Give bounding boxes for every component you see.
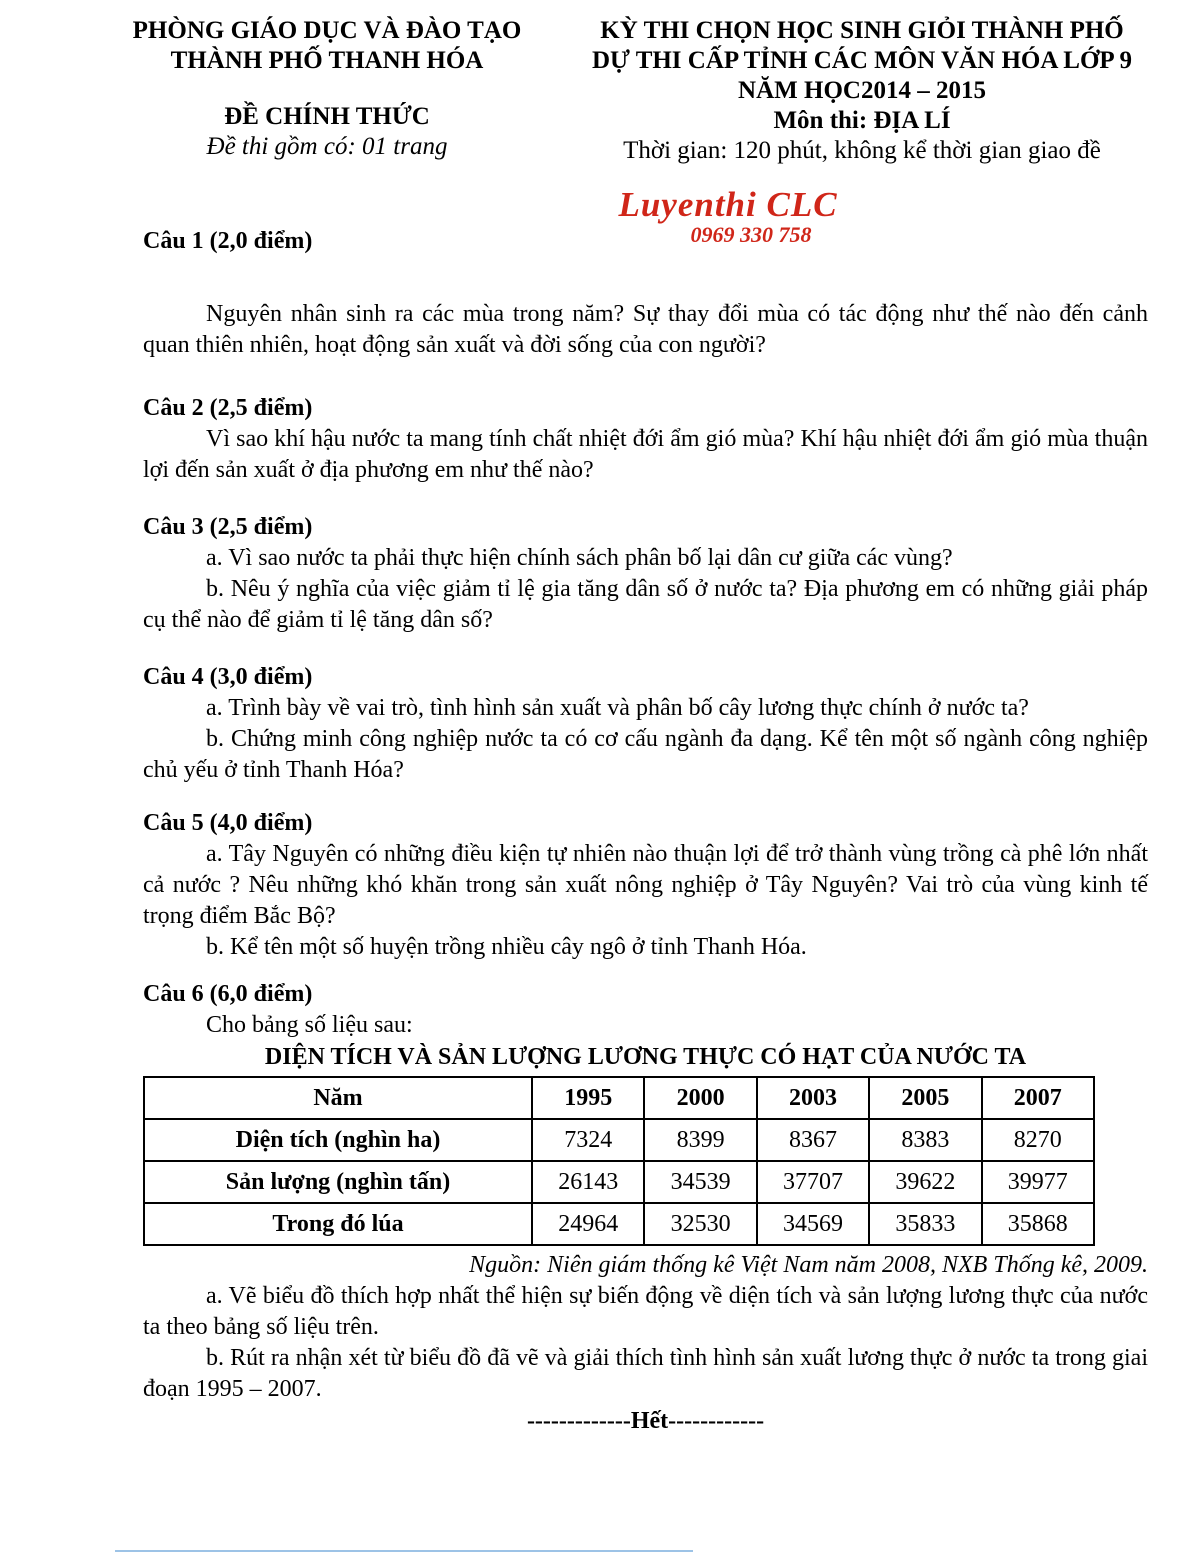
luyenthi-clc-logo (588, 186, 868, 246)
time-limit-line: Thời gian: 120 phút, không kể thời gian giao đề (623, 137, 1101, 164)
question-2-paragraph: Vì sao khí hậu nước ta mang tính chất nhiệt đới ẩm gió mùa? Khí hậu nhiệt đới ẩm gió mùa thuận lợi đến sản xuất ở địa phương em như thế nào? (143, 426, 1148, 483)
exam-title-line-2: DỰ THI CẤP TỈNH CÁC MÔN VĂN HÓA LỚP 9 (591, 47, 1133, 74)
question-4-paragraph-a: a. Trình bày về vai trò, tình hình sản xuất và phân bố cây lương thực chính ở nước ta? (206, 695, 1029, 721)
question-4-paragraph-b: b. Chứng minh công nghiệp nước ta có cơ cấu ngành đa dạng. Kể tên một số ngành công nghiệp chủ yếu ở tỉnh Thanh Hóa? (143, 726, 1148, 783)
value-cell: 39977 (982, 1161, 1094, 1203)
value-cell: 35868 (982, 1203, 1094, 1245)
value-cell: 24964 (532, 1203, 644, 1245)
row-label-cell: Sản lượng (nghìn tấn) (144, 1161, 532, 1203)
logo-name-text: Luyenthi CLC (618, 185, 838, 224)
value-cell: 7324 (532, 1119, 644, 1161)
table-header-cell: 2005 (869, 1077, 981, 1119)
value-cell: 35833 (869, 1203, 981, 1245)
end-marker: -------------Hết------------ (526, 1408, 765, 1434)
question-3-heading: Câu 3 (2,5 điểm) (143, 514, 313, 540)
value-cell: 34539 (644, 1161, 756, 1203)
question-3-paragraph-b: b. Nêu ý nghĩa của việc giảm tỉ lệ gia tăng dân số ở nước ta? Địa phương em có những giải pháp cụ thể nào để giảm tỉ lệ tăng dân số? (143, 576, 1148, 633)
row-label-cell: Diện tích (nghìn ha) (144, 1119, 532, 1161)
table-header-cell: Năm (144, 1077, 532, 1119)
exam-title-block (554, 16, 1170, 166)
page-count-note: Đề thi gồm có: 01 trang (206, 133, 448, 160)
value-cell: 39622 (869, 1161, 981, 1203)
value-cell: 26143 (532, 1161, 644, 1203)
value-cell: 8367 (757, 1119, 869, 1161)
table-header-cell: 1995 (532, 1077, 644, 1119)
value-cell: 8270 (982, 1119, 1094, 1161)
logo-phone-number: 0969 330 758 (690, 222, 812, 247)
value-cell: 8383 (869, 1119, 981, 1161)
issuer-gap (112, 76, 542, 102)
issuer-line-2: THÀNH PHỐ THANH HÓA (170, 47, 484, 74)
question-1-paragraph: Nguyên nhân sinh ra các mùa trong năm? Sự thay đổi mùa có tác động như thế nào đến cảnh quan thiên nhiên, hoạt động sản xuất và đời sống của con người? (143, 301, 1148, 358)
data-table (143, 1076, 1095, 1246)
question-1-heading: Câu 1 (2,0 điểm) (143, 228, 313, 254)
value-cell: 34569 (757, 1203, 869, 1245)
table-row (144, 1119, 1094, 1161)
exam-type-label: ĐỀ CHÍNH THỨC (224, 103, 430, 130)
table-header-row (144, 1077, 1094, 1119)
question-4-heading: Câu 4 (3,0 điểm) (143, 664, 313, 690)
school-year-line: NĂM HỌC2014 – 2015 (738, 77, 986, 104)
exam-title-line-1: KỲ THI CHỌN HỌC SINH GIỎI THÀNH PHỐ (600, 17, 1124, 44)
table-row (144, 1203, 1094, 1245)
question-2-heading: Câu 2 (2,5 điểm) (143, 395, 313, 421)
document-header (0, 0, 1200, 166)
row-label-cell: Trong đó lúa (144, 1203, 532, 1245)
table-header-cell: 2000 (644, 1077, 756, 1119)
exam-body (143, 226, 1148, 1437)
table-header-cell: 2007 (982, 1077, 1094, 1119)
value-cell: 37707 (757, 1161, 869, 1203)
table-title: DIỆN TÍCH VÀ SẢN LƯỢNG LƯƠNG THỰC CÓ HẠT CỦA NƯỚC TA (264, 1044, 1027, 1070)
table-row (144, 1161, 1094, 1203)
task-paragraph-b: b. Rút ra nhận xét từ biểu đồ đã vẽ và giải thích tình hình sản xuất lương thực ở nước ta trong giai đoạn 1995 – 2007. (143, 1345, 1148, 1402)
question-6-heading: Câu 6 (6,0 điểm) (143, 981, 313, 1007)
value-cell: 32530 (644, 1203, 756, 1245)
value-cell: 8399 (644, 1119, 756, 1161)
subject-line: Môn thi: ĐỊA LÍ (773, 107, 951, 134)
question-3-paragraph-a: a. Vì sao nước ta phải thực hiện chính sách phân bố lại dân cư giữa các vùng? (206, 545, 953, 571)
table-header-cell: 2003 (757, 1077, 869, 1119)
bottom-artifact-line (115, 1550, 693, 1552)
question-5-paragraph-b: b. Kể tên một số huyện trồng nhiều cây ngô ở tỉnh Thanh Hóa. (206, 934, 807, 960)
issuer-line-1: PHÒNG GIÁO DỤC VÀ ĐÀO TẠO (132, 17, 522, 44)
question-5-paragraph-a: a. Tây Nguyên có những điều kiện tự nhiên nào thuận lợi để trở thành vùng trồng cà phê lớn nhất cả nước ? Nêu những khó khăn trong sản xuất nông nghiệp ở Tây Nguyên? Vai trò của vùng kinh tế trọng điểm Bắc Bộ? (143, 841, 1148, 929)
question-5-heading: Câu 5 (4,0 điểm) (143, 810, 313, 836)
issuer-block (112, 16, 542, 162)
question-6-intro: Cho bảng số liệu sau: (206, 1012, 413, 1038)
table-source: Nguồn: Niên giám thống kê Việt Nam năm 2008, NXB Thống kê, 2009. (469, 1252, 1148, 1278)
task-paragraph-a: a. Vẽ biểu đồ thích hợp nhất thể hiện sự biến động về diện tích và sản lượng lương thực của nước ta theo bảng số liệu trên. (143, 1283, 1148, 1340)
